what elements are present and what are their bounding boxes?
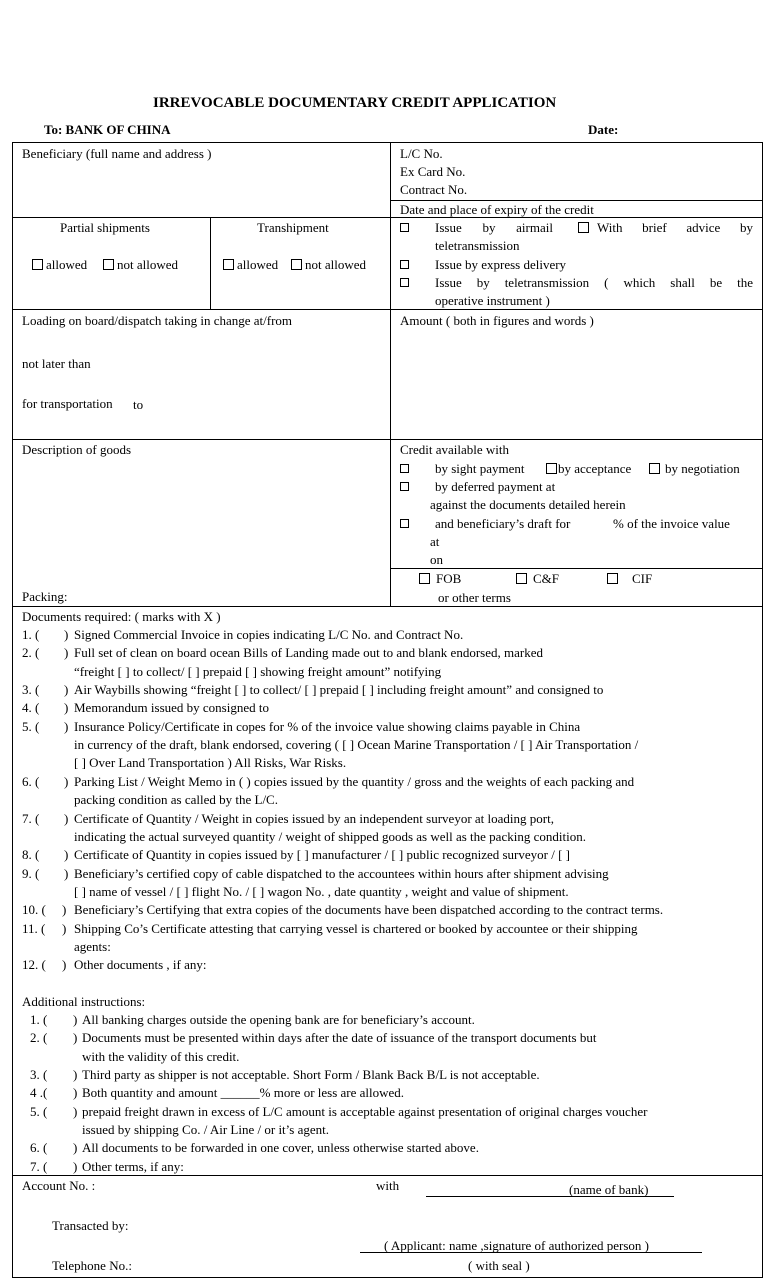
issue-operative-checkbox[interactable] [400, 275, 409, 291]
item-mark-box[interactable]: ) [73, 1158, 78, 1174]
negotiation-option[interactable]: by negotiation [649, 461, 740, 477]
for-transportation-label: for transportation [22, 396, 113, 411]
operative-instrument-text: operative instrument ) [435, 293, 550, 308]
item-text: Shipping Co’s Certificate attesting that carrying vessel is chartered or booked by accountee or their shipping [74, 920, 638, 936]
sight-payment-text: by sight payment [435, 461, 525, 476]
item-number: 6. ( [22, 773, 40, 789]
item-mark-box[interactable]: ) [64, 645, 69, 661]
item-text: prepaid freight drawn in excess of L/C amount is acceptable against presentation of original charges voucher [82, 1103, 648, 1119]
to-label: to [133, 397, 144, 412]
item-number: 3. ( [22, 682, 40, 698]
transhipment-label: Transhipment [257, 220, 329, 235]
item-number: 11. ( [22, 920, 46, 936]
item-text: Both quantity and amount ______% more or less are allowed. [82, 1085, 405, 1101]
checkbox-icon[interactable] [291, 259, 302, 270]
transhipment-allowed-option[interactable]: allowed [223, 257, 278, 273]
item-text: Insurance Policy/Certificate in copes for % of the invoice value showing claims payable in China [74, 718, 581, 734]
item-text: Beneficiary’s certified copy of cable dispatched to the accountees within hours after shipment advising [74, 865, 609, 881]
item-text: Certificate of Quantity / Weight in copies issued by an independent surveyor at loading port, [74, 810, 554, 826]
item-mark-box[interactable]: ) [64, 682, 69, 698]
against-documents-text: against the documents detailed herein [430, 497, 626, 512]
lc-no-label: L/C No. [400, 146, 443, 161]
item-text: [ ] name of vessel / [ ] flight No. / [ ] wagon No. , date quantity , weight and value of shipment. [74, 883, 569, 899]
brief-advice-checkbox[interactable] [578, 220, 592, 236]
item-text: Certificate of Quantity in copies issued by [ ] manufacturer / [ ] public recognized surveyor / [ ] [74, 847, 570, 863]
item-text: packing condition as called by the L/C. [74, 792, 278, 808]
item-text: with the validity of this credit. [82, 1048, 240, 1064]
brief-advice-text: With brief advice by [597, 220, 753, 235]
item-mark-box[interactable]: ) [73, 1103, 78, 1119]
item-mark-box[interactable]: ) [73, 1030, 78, 1046]
item-mark-box[interactable]: ) [64, 865, 69, 881]
checkbox-icon[interactable] [223, 259, 234, 270]
other-terms-text: or other terms [438, 590, 511, 605]
amount-label: Amount ( both in figures and words ) [400, 313, 594, 328]
item-mark-box[interactable]: ) [73, 1067, 78, 1083]
with-label: with [376, 1178, 400, 1193]
item-number: 7. ( [30, 1158, 48, 1174]
issue-operative-text: Issue by teletransmission ( which shall be the [435, 275, 753, 290]
item-number: 2. ( [22, 645, 40, 661]
item-number: 1. ( [30, 1012, 48, 1027]
item-mark-box[interactable]: ) [64, 718, 69, 734]
partial-allowed-option[interactable]: allowed [32, 257, 87, 273]
partial-not-allowed-option[interactable]: not allowed [103, 257, 178, 273]
loading-label: Loading on board/dispatch taking in change at/from [22, 313, 293, 328]
issue-airmail-text: Issue by airmail [435, 220, 553, 235]
item-mark-box[interactable]: ) [73, 1140, 78, 1156]
deferred-payment-checkbox[interactable] [400, 479, 409, 495]
item-text: All banking charges outside the opening bank are for beneficiary’s account. [82, 1012, 475, 1027]
deferred-payment-text: by deferred payment at [435, 479, 556, 494]
item-number: 1. ( [22, 627, 40, 642]
teletransmission-text: teletransmission [435, 238, 520, 253]
issue-express-text: Issue by express delivery [435, 257, 567, 272]
item-mark-box[interactable]: ) [73, 1012, 78, 1027]
item-text: Beneficiary’s Certifying that extra copies of the documents have been dispatched according to the contract terms. [74, 902, 664, 918]
item-number: 4 .( [30, 1085, 48, 1101]
item-number: 8. ( [22, 847, 40, 863]
telephone-label: Telephone No.: [52, 1258, 132, 1273]
item-text: issued by shipping Co. / Air Line / or it’s agent. [82, 1122, 329, 1138]
item-number: 10. ( [22, 902, 46, 918]
addressee: To: BANK OF CHINA [44, 122, 171, 137]
additional-header: Additional instructions: [22, 994, 146, 1009]
item-text: Third party as shipper is not acceptable. Short Form / Blank Back B/L is not acceptable. [82, 1067, 540, 1083]
item-number: 9. ( [22, 865, 40, 881]
cif-option[interactable]: CIF [607, 571, 652, 587]
invoice-value-text: % of the invoice value [613, 516, 730, 531]
draft-at-label: at [430, 534, 440, 549]
item-mark-box[interactable]: ) [64, 773, 69, 789]
item-text: All documents to be forwarded in one cover, unless otherwise started above. [82, 1140, 479, 1156]
item-mark-box[interactable]: ) [62, 920, 67, 936]
item-text: Signed Commercial Invoice in copies indicating L/C No. and Contract No. [74, 627, 464, 642]
item-number: 7. ( [22, 810, 40, 826]
credit-available-label: Credit available with [400, 442, 510, 457]
not-later-than-label: not later than [22, 356, 91, 371]
item-mark-box[interactable]: ) [73, 1085, 78, 1101]
cf-option[interactable]: C&F [516, 571, 559, 587]
item-mark-box[interactable]: ) [64, 627, 69, 642]
item-text: “freight [ ] to collect/ [ ] prepaid [ ] showing freight amount” notifying [74, 663, 442, 679]
draft-on-label: on [430, 552, 443, 567]
seal-label: ( with seal ) [468, 1258, 530, 1273]
issue-airmail-checkbox[interactable] [400, 220, 409, 236]
expiry-label: Date and place of expiry of the credit [400, 202, 594, 217]
item-text: Other documents , if any: [74, 957, 207, 973]
draft-text: and beneficiary’s draft for [435, 516, 571, 531]
ex-card-no-label: Ex Card No. [400, 164, 466, 179]
partial-shipments-label: Partial shipments [60, 220, 150, 235]
transacted-by-label: Transacted by: [52, 1218, 129, 1233]
item-number: 12. ( [22, 957, 46, 973]
documents-header: Documents required: ( marks with X ) [22, 609, 221, 624]
contract-no-label: Contract No. [400, 182, 468, 197]
transhipment-not-allowed-option[interactable]: not allowed [291, 257, 366, 273]
item-mark-box[interactable]: ) [64, 810, 69, 826]
page-title: IRREVOCABLE DOCUMENTARY CREDIT APPLICATION [153, 95, 557, 111]
item-text: Documents must be presented within days after the date of issuance of the transport documents but [82, 1030, 597, 1046]
bank-name-label: (name of bank) [569, 1182, 649, 1197]
acceptance-option[interactable]: by acceptance [546, 461, 631, 477]
item-text: Parking List / Weight Memo in ( ) copies issued by the quantity / gross and the weights of each packing and [74, 773, 635, 789]
item-text: Memorandum issued by consigned to [74, 700, 269, 716]
item-number: 5. ( [30, 1103, 48, 1119]
checkbox-icon[interactable] [32, 259, 43, 270]
item-text: Other terms, if any: [82, 1158, 184, 1174]
checkbox-icon[interactable] [103, 259, 114, 270]
item-text: Air Waybills showing “freight [ ] to collect/ [ ] prepaid [ ] including freight amount” and consigned to [74, 682, 604, 698]
item-mark-box[interactable]: ) [64, 847, 69, 863]
item-mark-box[interactable]: ) [62, 957, 67, 973]
item-mark-box[interactable]: ) [62, 902, 67, 918]
item-mark-box[interactable]: ) [64, 700, 69, 716]
item-text: indicating the actual surveyed quantity / weight of shipped goods as well as the packing condition. [74, 828, 586, 844]
item-text: in currency of the draft, blank endorsed, covering ( [ ] Ocean Marine Transportation / [ ] Air Transportation / [74, 737, 639, 753]
item-text: Full set of clean on board ocean Bills of Landing made out to and blank endorsed, marked [74, 645, 543, 661]
item-number: 6. ( [30, 1140, 48, 1156]
account-no-label: Account No. : [22, 1178, 96, 1193]
issue-express-checkbox[interactable] [400, 257, 409, 273]
description-label: Description of goods [22, 442, 132, 457]
draft-checkbox[interactable] [400, 516, 409, 532]
item-text: [ ] Over Land Transportation ) All Risks, War Risks. [74, 755, 347, 771]
item-number: 2. ( [30, 1030, 48, 1046]
sight-payment-checkbox[interactable] [400, 461, 409, 477]
item-number: 4. ( [22, 700, 40, 716]
item-text: agents: [74, 938, 111, 954]
fob-option[interactable]: FOB [419, 571, 461, 587]
beneficiary-label: Beneficiary (full name and address ) [22, 146, 212, 161]
packing-label: Packing: [22, 589, 68, 604]
item-number: 3. ( [30, 1067, 48, 1083]
item-number: 5. ( [22, 718, 40, 734]
date-label: Date: [588, 122, 619, 137]
applicant-signature-label: ( Applicant: name ,signature of authorized person ) [384, 1238, 649, 1253]
